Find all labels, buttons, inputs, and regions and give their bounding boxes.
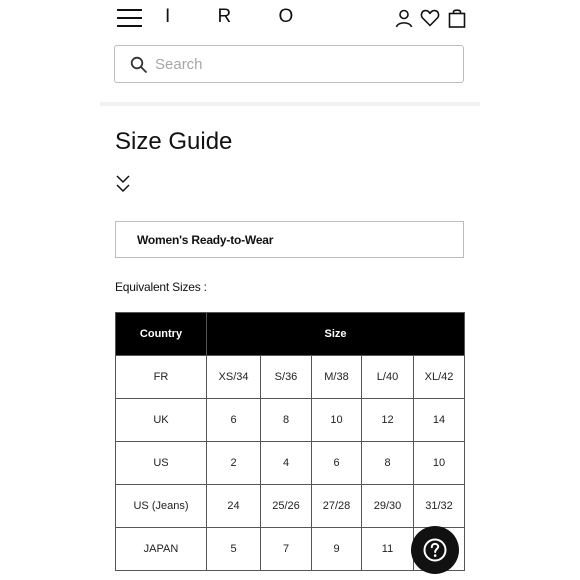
search-bar bbox=[114, 45, 464, 83]
country-cell: FR bbox=[116, 356, 207, 399]
country-cell: US bbox=[116, 442, 207, 485]
size-cell: 11 bbox=[362, 528, 414, 571]
size-cell: 7 bbox=[261, 528, 312, 571]
wishlist-icon[interactable] bbox=[420, 8, 440, 28]
size-cell: XS/34 bbox=[207, 356, 261, 399]
size-cell: 14 bbox=[414, 399, 465, 442]
brand-logo[interactable]: I R O bbox=[165, 6, 315, 27]
size-cell: S/36 bbox=[261, 356, 312, 399]
size-cell: 10 bbox=[312, 399, 362, 442]
size-cell: 10 bbox=[414, 442, 465, 485]
size-table bbox=[115, 312, 465, 571]
menu-icon[interactable] bbox=[117, 8, 142, 28]
table-row bbox=[116, 399, 465, 442]
table-header-row bbox=[116, 313, 465, 356]
size-cell: XL/42 bbox=[414, 356, 465, 399]
category-label: Women's Ready-to-Wear bbox=[137, 233, 274, 247]
cart-icon[interactable] bbox=[447, 8, 467, 28]
size-cell: 5 bbox=[207, 528, 261, 571]
size-cell: 25/26 bbox=[261, 485, 312, 528]
size-cell: L/40 bbox=[362, 356, 414, 399]
help-button[interactable] bbox=[411, 526, 459, 574]
size-cell: 31/32 bbox=[414, 485, 465, 528]
category-selector[interactable] bbox=[115, 221, 464, 258]
country-cell: UK bbox=[116, 399, 207, 442]
size-cell: 29/30 bbox=[362, 485, 414, 528]
table-row bbox=[116, 442, 465, 485]
size-cell: 8 bbox=[261, 399, 312, 442]
search-input[interactable] bbox=[155, 52, 445, 76]
country-header: Country bbox=[116, 313, 207, 356]
country-cell: US (Jeans) bbox=[116, 485, 207, 528]
expand-chevron-icon[interactable] bbox=[115, 174, 131, 199]
size-cell: 8 bbox=[362, 442, 414, 485]
size-cell: 9 bbox=[312, 528, 362, 571]
country-cell: JAPAN bbox=[116, 528, 207, 571]
size-cell: 6 bbox=[312, 442, 362, 485]
header-divider bbox=[100, 102, 480, 106]
size-cell: 27/28 bbox=[312, 485, 362, 528]
size-header: Size bbox=[207, 313, 465, 356]
size-cell: 2 bbox=[207, 442, 261, 485]
page-title: Size Guide bbox=[115, 128, 233, 155]
size-cell: 24 bbox=[207, 485, 261, 528]
size-cell: 6 bbox=[207, 399, 261, 442]
account-icon[interactable] bbox=[394, 8, 414, 28]
size-cell: 4 bbox=[261, 442, 312, 485]
table-row bbox=[116, 485, 465, 528]
size-cell: M/38 bbox=[312, 356, 362, 399]
table-row bbox=[116, 356, 465, 399]
search-icon[interactable] bbox=[130, 56, 148, 74]
site-header bbox=[0, 0, 580, 104]
size-cell: 12 bbox=[362, 399, 414, 442]
help-icon bbox=[423, 538, 447, 562]
equivalent-sizes-label: Equivalent Sizes : bbox=[115, 280, 207, 294]
